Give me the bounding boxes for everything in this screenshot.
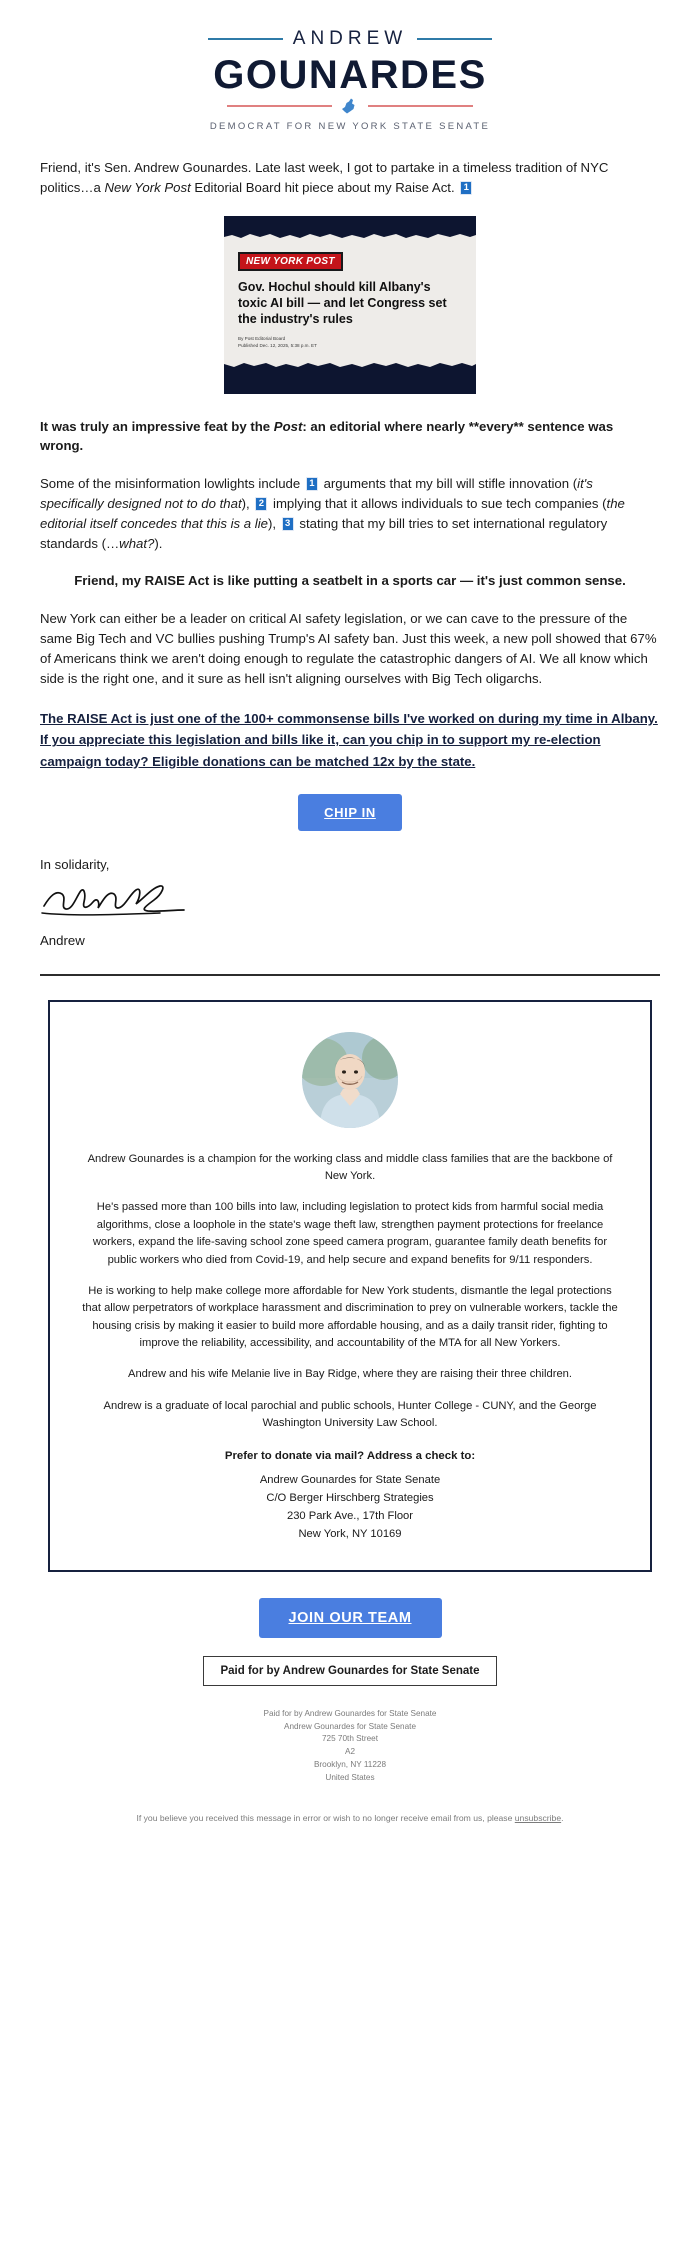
post-headline: Gov. Hochul should kill Albany's toxic AI bill — and let Congress set the industry's rules <box>238 279 447 327</box>
bio-paragraph-3: He is working to help make college more affordable for New York students, dismantle the legal protections that allow perpetrators of workplace harassment and discrimination to prey on vulnerable workers, tackle the housing crisis by making it easier to build more affordable housing, and as a daily transit rider, fighting to improve the reliability, accessibility, and accountability of the MTA for all New Yorkers. <box>82 1284 618 1349</box>
bio-paragraph-2: He's passed more than 100 bills into law, including legislation to protect kids from harmful social media algorithms, close a loophole in the state's wage theft law, strengthen payment protections for freelance workers, expand the life-saving school zone speed camera program, guarantee family death benefits for public workers who died from Covid-19, and help secure and expand benefits for 9/11 responders. <box>92 1201 608 1266</box>
mail-address-line-3: 230 Park Ave., 17th Floor <box>286 1510 414 1523</box>
feat-publication-name: Post <box>273 418 303 434</box>
post-card-paper <box>224 242 476 360</box>
campaign-logo[interactable] <box>0 0 700 140</box>
logo-last-name: GOUNARDES <box>213 53 487 97</box>
bio-paragraph-4: Andrew and his wife Melanie live in Bay Ridge, where they are raising their three children. <box>128 1368 572 1381</box>
bio-paragraph-1: Andrew Gounardes is a champion for the working class and middle class families that are the backbone of New York. <box>87 1152 613 1183</box>
misinfo-text-b: arguments that my bill will stifle innovation ( <box>323 476 578 492</box>
join-our-team-button[interactable]: JOIN OUR TEAM <box>259 1598 442 1638</box>
letter-content <box>0 158 700 948</box>
paragraph-misinformation <box>40 474 660 553</box>
misinfo-emphasis-3: what? <box>119 535 155 551</box>
post-card-top-band <box>224 216 476 232</box>
unsubscribe-link[interactable]: unsubscribe <box>514 1813 562 1824</box>
misinfo-text-d: implying that it allows individuals to sue tech companies ( <box>273 495 607 511</box>
torn-paper-top-icon <box>224 232 476 242</box>
logo-first-name-row <box>0 28 700 50</box>
footnote-badge-1[interactable]: 1 <box>460 181 472 195</box>
legal-text-b: . <box>561 1813 564 1824</box>
bio-paragraph-5: Andrew is a graduate of local parochial and public schools, Hunter College - CUNY, and the George Washington University Law School. <box>103 1399 597 1430</box>
paragraph-ai-safety: New York can either be a leader on critical AI safety legislation, or we can cave to the pressure of the same Big Tech and VC bullies pushing Trump's AI safety ban. Just this week, a new poll showed that 67% of Americans think we aren't doing enough to regulate the catastrophic dangers of AI. We all know which side is the right one, and it sure as hell isn't aligning ourselves with Big Tech oligarchs. <box>40 611 657 686</box>
legal-text-a: If you believe you received this message in error or wish to no longer receive email from us, please <box>136 1813 515 1824</box>
handwritten-signature-icon <box>40 880 190 918</box>
logo-bottom-row <box>0 98 700 114</box>
footer-line-street: 725 70th Street <box>322 1734 378 1744</box>
ny-post-logo: NEW YORK POST <box>238 252 343 271</box>
ny-post-screenshot-wrap <box>40 216 660 399</box>
paragraph-impressive-feat <box>40 417 660 457</box>
misinfo-text-a: Some of the misinformation lowlights include <box>40 476 301 492</box>
footer-line-unit: A2 <box>344 1747 355 1757</box>
logo-rule-right-icon <box>417 38 492 40</box>
ny-post-screenshot[interactable] <box>224 216 476 394</box>
misinfo-emphasis-2: the editorial itself concedes that this is a lie <box>40 495 625 531</box>
footer-line-paid-for: Paid for by Andrew Gounardes for State Senate <box>263 1709 437 1719</box>
section-divider <box>40 974 660 976</box>
footnote-badge-1b[interactable]: 1 <box>306 477 318 491</box>
signoff-text: In solidarity, <box>40 856 110 872</box>
footnote-badge-3[interactable]: 3 <box>282 517 294 531</box>
signature-image <box>40 880 660 923</box>
chip-in-cta-wrap <box>40 794 660 831</box>
mail-address-line-4: New York, NY 10169 <box>298 1528 402 1541</box>
bio-card <box>48 1000 652 1572</box>
join-cta-wrap <box>0 1598 700 1638</box>
post-byline-date: Published Dec. 12, 2025, 5:38 p.m. ET <box>238 343 317 349</box>
footer-address-block <box>0 1704 700 1794</box>
logo-red-rule-left-icon <box>227 105 332 107</box>
misinfo-text-e: ), <box>267 515 277 531</box>
feat-text-b: : an editorial where nearly **every** sentence was wrong. <box>40 418 614 454</box>
misinfo-text-f: stating that my bill tries to set international regulatory standards (… <box>40 515 608 551</box>
misinfo-emphasis-1: it's specifically designed not to do that <box>40 476 593 511</box>
footer-line-country: United States <box>325 1772 375 1782</box>
post-byline-author: By Post Editorial Board <box>238 336 286 342</box>
signer-name: Andrew <box>40 932 85 948</box>
avatar <box>302 1032 398 1128</box>
donation-appeal-link[interactable]: The RAISE Act is just one of the 100+ commonsense bills I've worked on during my time in Albany. If you appreciate this legislation and bills like it, can you chip in to support my re-election campaign today? Eligible donations can be matched 12x by the state. <box>40 711 658 769</box>
feat-text-a: It was truly an impressive feat by the <box>40 418 274 434</box>
new-york-state-icon <box>340 98 360 114</box>
misinfo-text-g: ). <box>154 535 163 551</box>
logo-rule-left-icon <box>208 38 283 40</box>
footer-line-city: Brooklyn, NY 11228 <box>313 1759 387 1769</box>
logo-first-name: ANDREW <box>292 28 408 49</box>
misinfo-text-c: ), <box>241 495 250 511</box>
logo-tagline: DEMOCRAT FOR NEW YORK STATE SENATE <box>209 121 491 132</box>
mail-address-line-1: Andrew Gounardes for State Senate <box>259 1474 441 1487</box>
post-card-bottom-band <box>224 370 476 394</box>
intro-publication-name: New York Post <box>104 179 191 195</box>
torn-paper-bottom-icon <box>224 360 476 370</box>
mail-address-line-2: C/O Berger Hirschberg Strategies <box>266 1492 434 1505</box>
paragraph-intro <box>40 158 660 198</box>
footer-legal-text <box>0 1794 700 1846</box>
paragraph-seatbelt: Friend, my RAISE Act is like putting a seatbelt in a sports car — it's just common sense. <box>74 573 626 589</box>
intro-text-b: Editorial Board hit piece about my Raise Act. <box>190 179 455 195</box>
bio-section <box>0 1000 700 1572</box>
paid-for-wrap <box>0 1656 700 1686</box>
intro-text-a: Friend, it's Sen. Andrew Gounardes. Late last week, I got to partake in a timeless tradition of NYC politics…a <box>40 160 609 195</box>
footer-line-org: Andrew Gounardes for State Senate <box>284 1721 416 1731</box>
portrait-photo-icon <box>302 1032 398 1128</box>
logo-red-rule-right-icon <box>368 105 473 107</box>
avatar-wrap <box>78 1032 622 1133</box>
mail-donation-heading: Prefer to donate via mail? Address a check to: <box>224 1450 476 1463</box>
paid-for-disclaimer-box: Paid for by Andrew Gounardes for State Senate <box>203 1656 496 1686</box>
chip-in-button[interactable]: CHIP IN <box>298 794 402 831</box>
footnote-badge-2[interactable]: 2 <box>255 497 267 511</box>
